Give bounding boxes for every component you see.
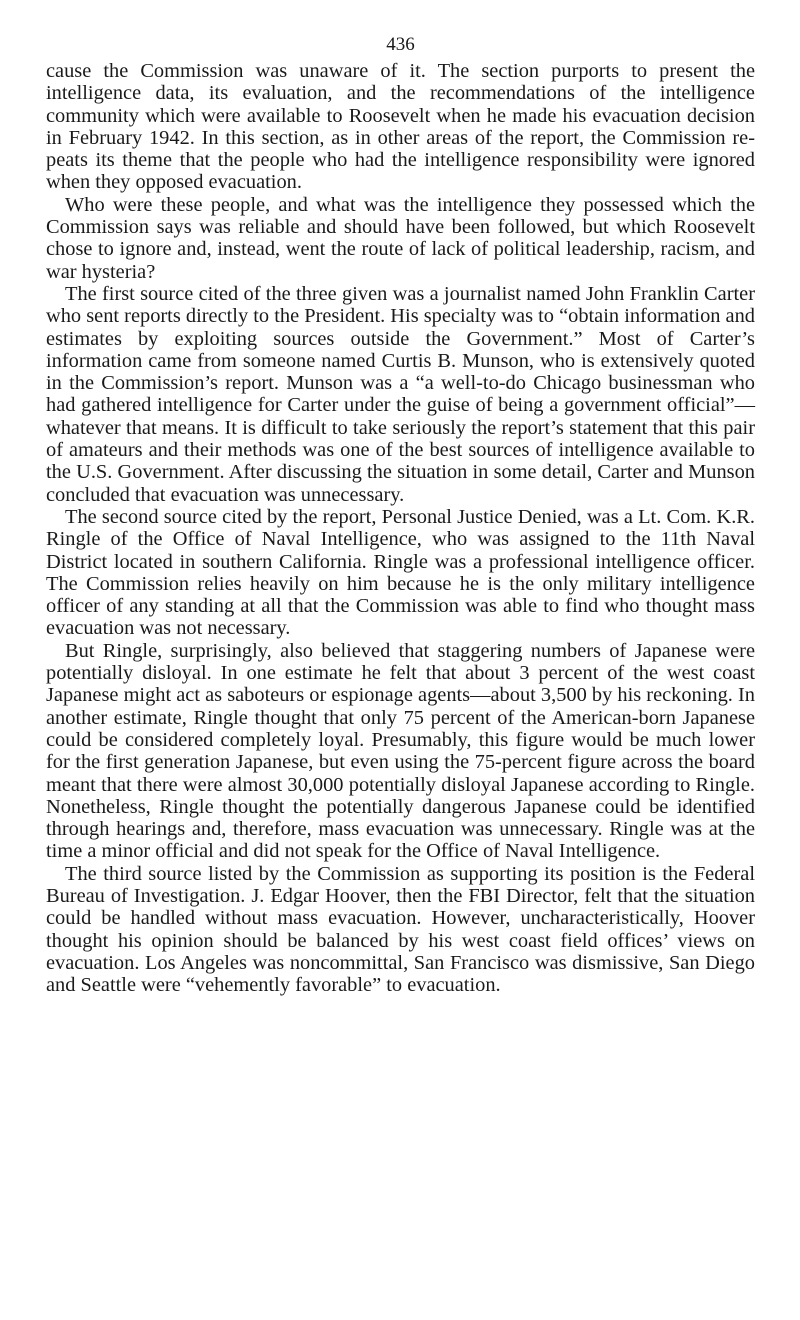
paragraph-3: The first source cited of the three given was a journalist named John Franklin Carter who sent reports directly to the President. His specialty was to “obtain information and estimates by exploiting sources outside the Government.” Most of Carter’s information came from someone named Curtis B. Munson, who is extensively quoted in the Commission’s report. Munson was a “a well-to-do Chicago businessman who had gathered intelligence for Carter under the guise of being a government official”—whatever that means. It is difficult to take seriously the report’s statement that this pair of amateurs and their methods was one of the best sources of intelligence available to the U.S. Government. After discussing the situation in some detail, Carter and Munson concluded that evacuation was unnecessary.: [46, 282, 755, 506]
paragraph-4: The second source cited by the report, Personal Justice Denied, was a Lt. Com. K.R. Ringle of the Office of Naval Intelligence, who was assigned to the 11th Naval District located in southern California. Ringle was a professional intelligence officer. The Commission relies heavily on him because he is the only military intelligence officer of any standing at all that the Commission was able to find who thought mass evacuation was not necessary.: [46, 505, 755, 640]
paragraph-5: But Ringle, surprisingly, also believed that staggering numbers of Japanese were potentially disloyal. In one estimate he felt that about 3 percent of the west coast Japanese might act as saboteurs or espionage agents—about 3,500 by his reckoning. In another estimate, Ringle thought that only 75 percent of the American-born Japanese could be considered completely loyal. Presumably, this figure would be much lower for the first generation Japanese, but even using the 75-percent figure across the board meant that there were almost 30,000 potentially disloyal Japanese according to Ringle. Nonetheless, Ringle thought the potentially dangerous Japanese could be identified through hearings and, therefore, mass evacuation was unnecessary. Ringle was at the time a minor official and did not speak for the Office of Naval Intelligence.: [46, 639, 755, 863]
paragraph-2: Who were these people, and what was the intelligence they possessed which the Commission says was reliable and should have been followed, but which Roosevelt chose to ignore and, instead, went the route of lack of political leadership, racism, and war hysteria?: [46, 193, 755, 283]
page-number: 436: [386, 34, 415, 55]
paragraph-1: cause the Commission was unaware of it. The section purports to present the intelligence data, its evaluation, and the recommendations of the intelligence community which were available to Roosevelt when he made his evacuation decision in February 1942. In this section, as in other areas of the report, the Commission repeats its theme that the people who had the intelligence responsibility were ignored when they opposed evacuation.: [46, 60, 755, 194]
paragraph-6: The third source listed by the Commission as supporting its position is the Federal Bureau of Investigation. J. Edgar Hoover, then the FBI Director, felt that the situation could be handled without mass evacuation. However, uncharacteristically, Hoover thought his opinion should be balanced by his west coast field offices’ views on evacuation. Los Angeles was noncommittal, San Francisco was dismissive, San Diego and Seattle were “vehemently favorable” to evacuation.: [46, 862, 755, 997]
